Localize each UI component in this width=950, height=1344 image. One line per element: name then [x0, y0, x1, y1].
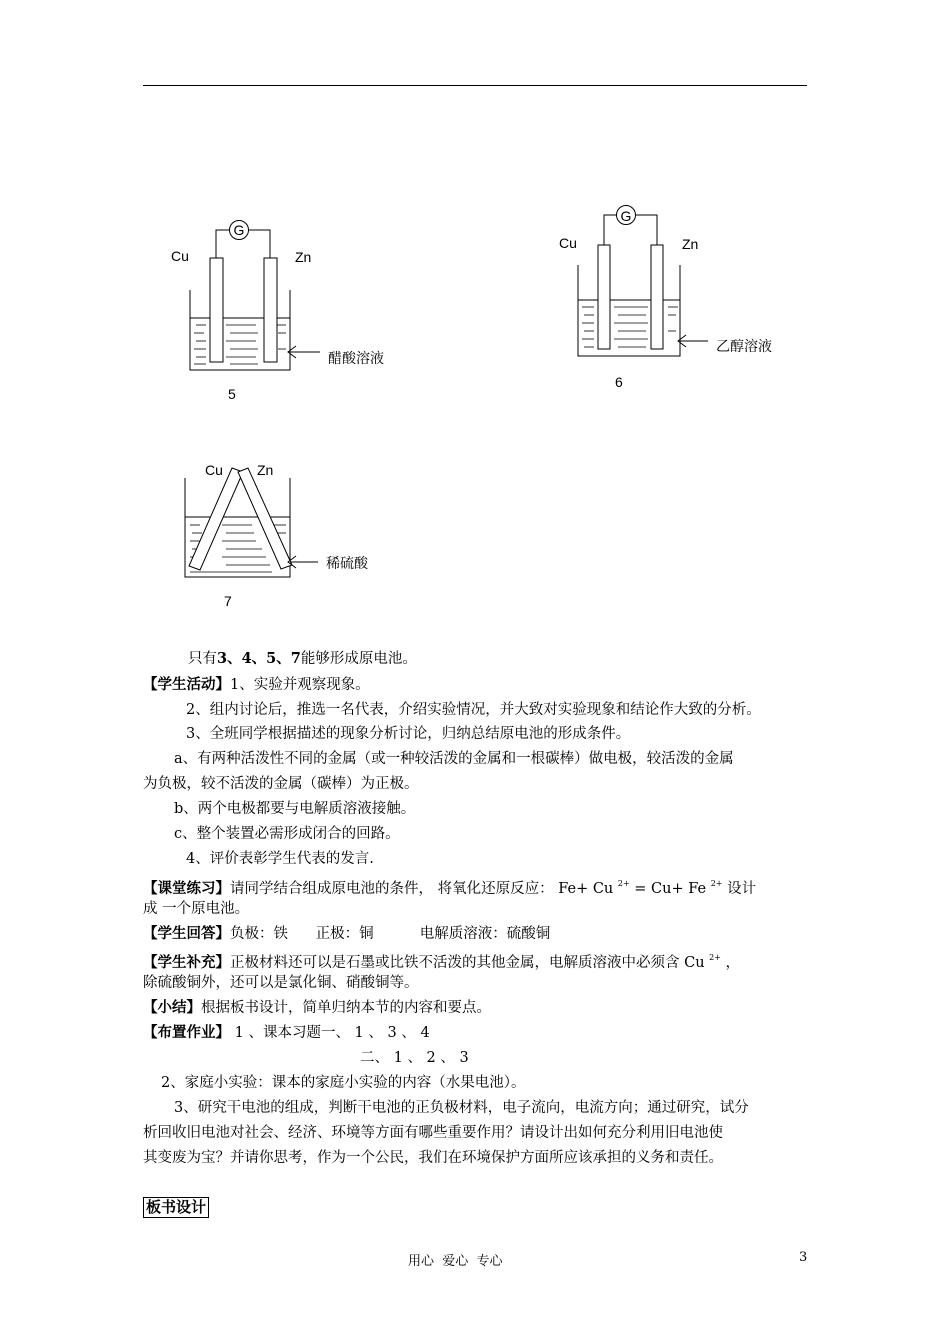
board-design-heading: 板书设计 [143, 1197, 209, 1218]
section-tag: 【小结】 [143, 999, 201, 1016]
text-line: 二、 1 、 2 、 3 [360, 1050, 469, 1066]
text-line: 除硫酸铜外，还可以是氯化铜、硝酸铜等。 [143, 975, 419, 991]
zn-electrode [264, 258, 277, 362]
text-line [143, 924, 550, 944]
text-span: 3、4、5、7 [217, 650, 301, 667]
text-line: c、整个装置必需形成闭合的回路。 [174, 826, 400, 842]
fig6-number: 6 [615, 374, 623, 390]
zn-electrode [651, 245, 663, 349]
section-tag: 【布置作业】 [143, 1024, 230, 1041]
text-span: 正极材料还可以是石墨或比铁不活泼的其他金属，电解质溶液中必须含 Cu [230, 955, 710, 971]
text-span: 只有 [188, 651, 217, 667]
figure-7 [185, 468, 318, 577]
fig6-right-label: Zn [682, 236, 699, 252]
text-span: 1 、课本习题一、 1 、 3 、 4 [230, 1025, 430, 1041]
text-line [188, 649, 417, 669]
text-line: 析回收旧电池对社会、经济、环境等方面有哪些重要作用？请设计出如何充分利用旧电池使 [143, 1125, 723, 1141]
fig5-left-label: Cu [171, 248, 189, 264]
text-line: 成 一个原电池。 [143, 901, 250, 917]
text-span: = Cu+ Fe [629, 881, 711, 897]
text-line [143, 874, 756, 899]
text-line [143, 1023, 430, 1043]
text-span: 负极：铁 正极：铜 电解质溶液：硫酸铜 [230, 926, 551, 942]
fig7-right-label: Zn [257, 462, 274, 478]
text-line: a、有两种活泼性不同的金属（或一种较活泼的金属和一根碳棒）做电极，较活泼的金属 [174, 751, 734, 767]
section-tag: 【课堂练习】 [143, 880, 230, 897]
text-line: 2、家庭小实验：课本的家庭小实验的内容（水果电池）。 [161, 1075, 526, 1091]
text-span: 根据板书设计，简单归纳本节的内容和要点。 [201, 1000, 491, 1016]
fig5-meter-label: G [233, 222, 245, 238]
section-tag: 【学生补充】 [143, 954, 230, 971]
fig7-left-label: Cu [205, 462, 223, 478]
text-span: 设计 [722, 881, 757, 897]
superscript: 2+ [617, 879, 630, 888]
text-line: 其变废为宝？并请你思考，作为一个公民，我们在环境保护方面所应该承担的义务和责任。 [143, 1150, 723, 1166]
text-line: 3、研究干电池的组成，判断干电池的正负极材料，电子流向，电流方向；通过研究，试分 [174, 1100, 749, 1116]
fig6-left-label: Cu [559, 235, 577, 251]
fig5-solution-label: 醋酸溶液 [328, 351, 384, 367]
fig7-number: 7 [224, 593, 232, 609]
superscript: 2+ [710, 879, 723, 888]
text-line [143, 998, 491, 1018]
cu-electrode [210, 258, 223, 362]
text-line: 为负极，较不活泼的金属（碳棒）为正极。 [143, 776, 419, 792]
text-span: ， [720, 955, 741, 971]
text-line [143, 948, 740, 973]
superscript: 2+ [709, 953, 721, 962]
figure-5 [190, 221, 320, 371]
fig5-number: 5 [228, 386, 236, 402]
section-tag: 【学生回答】 [143, 925, 230, 942]
fig6-solution-label: 乙醇溶液 [716, 339, 772, 355]
footer-motto: 用心 爱心 专心 [408, 1254, 503, 1269]
text-span: 1、实验并观察现象。 [230, 677, 370, 693]
page-number: 3 [799, 1250, 808, 1265]
zn-electrode [238, 468, 292, 569]
section-tag: 【学生活动】 [143, 676, 230, 693]
text-line [143, 675, 370, 695]
cu-electrode [598, 245, 610, 349]
diagram-figures [0, 0, 950, 640]
text-line: 4、评价表彰学生代表的发言. [186, 851, 374, 867]
text-span: 能够形成原电池。 [300, 651, 417, 667]
text-line: 3、全班同学根据描述的现象分析讨论，归纳总结原电池的形成条件。 [186, 726, 631, 742]
cu-electrode [189, 468, 243, 570]
text-line: 2、组内讨论后，推选一名代表，介绍实验情况，并大致对实验现象和结论作大致的分析。 [186, 702, 761, 718]
figure-6 [578, 206, 708, 357]
fig6-meter-label: G [620, 208, 632, 224]
fig7-solution-label: 稀硫酸 [326, 556, 368, 572]
text-line: b、两个电极都要与电解质溶液接触。 [174, 801, 416, 817]
fig5-right-label: Zn [295, 249, 312, 265]
text-span: 请同学结合组成原电池的条件， 将氧化还原反应： Fe+ Cu [230, 881, 618, 897]
